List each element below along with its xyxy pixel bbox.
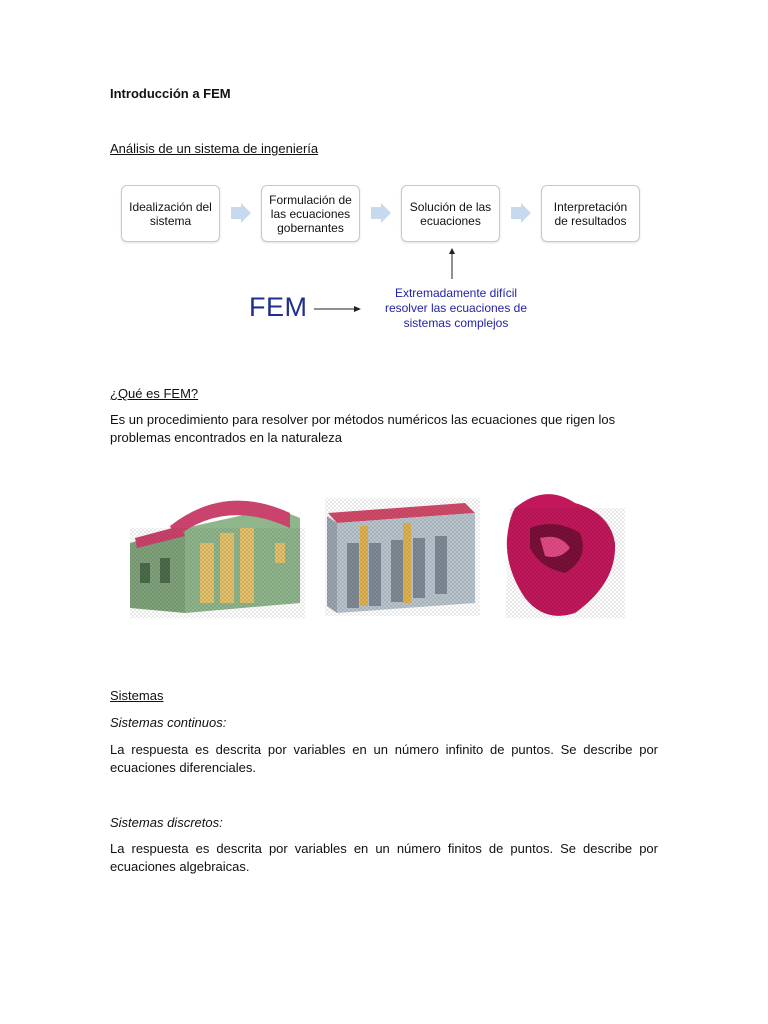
flow-step-idealization <box>121 185 220 242</box>
building-mesh-image <box>130 501 305 618</box>
flow-step-label: Solución de las ecuaciones <box>409 199 492 228</box>
continuous-systems-heading: Sistemas continuos: <box>110 715 227 730</box>
page-title: Introducción a FEM <box>110 86 231 101</box>
flow-step-label: Idealización del sistema <box>129 199 212 228</box>
flow-step-formulation <box>261 185 360 242</box>
chevron-right-icon <box>231 203 251 223</box>
section-heading-systems: Sistemas <box>110 688 164 703</box>
chevron-right-icon <box>371 203 391 223</box>
discrete-systems-heading: Sistemas discretos: <box>110 815 223 830</box>
flow-step-label: Interpretación de resultados <box>553 199 628 228</box>
arrow-up-icon <box>446 248 458 280</box>
chevron-right-icon <box>511 203 531 223</box>
continuous-systems-text: La respuesta es descrita por variables en un número infinito de puntos. Se describe por ecuaciones diferenciales. <box>110 742 658 775</box>
fem-label: FEM <box>249 292 308 322</box>
fem-definition-text: Es un procedimiento para resolver por métodos numéricos las ecuaciones que rigen los problemas encontrados en la naturaleza <box>110 412 616 445</box>
section-heading-analysis: Análisis de un sistema de ingeniería <box>110 141 319 156</box>
arcade-mesh-image <box>325 498 480 616</box>
heart-mesh-image <box>505 494 625 618</box>
discrete-systems-text: La respuesta es descrita por variables en un número finitos de puntos. Se describe por ecuaciones algebraicas. <box>110 841 658 874</box>
fem-mesh-figures <box>125 488 625 623</box>
flow-step-label: Formulación de las ecuaciones gobernantes <box>269 192 352 235</box>
arrow-right-icon <box>314 303 362 315</box>
flow-step-solution <box>401 185 500 242</box>
fem-note: Extremadamente difícil resolver las ecuaciones de sistemas complejos <box>384 286 528 330</box>
flow-step-interpretation <box>541 185 640 242</box>
section-heading-what-is-fem: ¿Qué es FEM? <box>110 386 199 401</box>
